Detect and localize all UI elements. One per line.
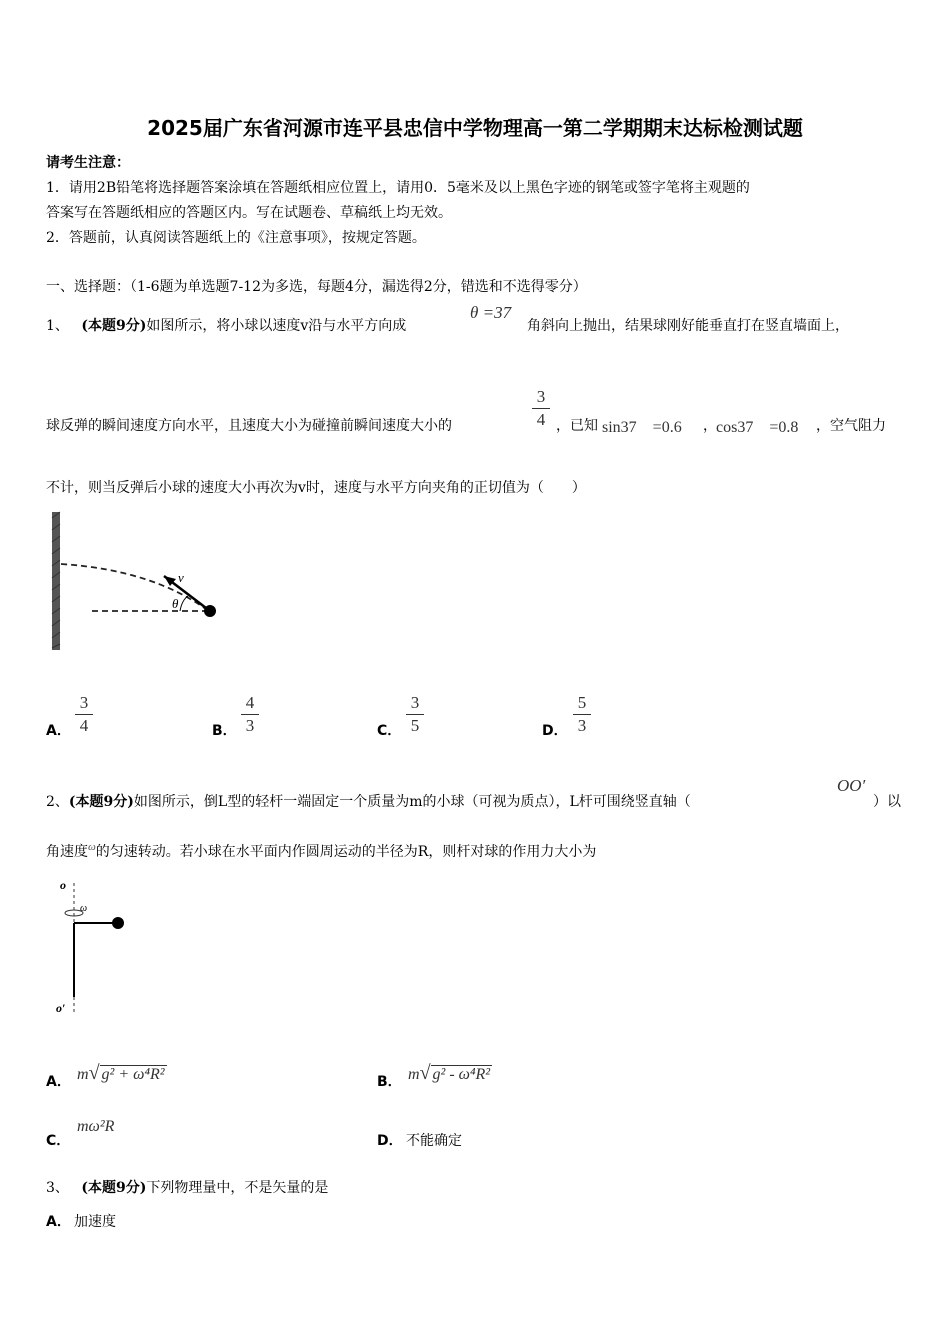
- q2-figure: [52, 875, 142, 1020]
- q2-option-a-label[interactable]: A．: [46, 1074, 71, 1090]
- q2-option-b-label[interactable]: B．: [377, 1074, 402, 1090]
- q1-option-c-den: 5: [410, 716, 420, 735]
- q1-line1: [46, 315, 406, 335]
- q2-option-a-expr[interactable]: m√ g² + ω⁴R²: [77, 1062, 165, 1084]
- q2-number: 2、: [46, 794, 69, 810]
- fig-omega-label: ω: [80, 903, 88, 914]
- page-title: 2025届广东省河源市连平县忠信中学物理高一第二学期期末达标检测试题: [147, 116, 803, 140]
- q2-option-b-mass: m: [408, 1066, 420, 1083]
- q1-option-a-num: 3: [79, 693, 89, 712]
- q1-option-a-label[interactable]: A．: [46, 723, 71, 739]
- q2-option-c-expr[interactable]: mω²R: [77, 1118, 115, 1135]
- q1-text-f: 不计，则当反弹后小球的速度大小再次为v时，速度与水平方向夹角的正切值为（ ）: [46, 480, 586, 496]
- q2-option-d-label[interactable]: D．: [377, 1133, 403, 1149]
- q2-axis-label: OO′: [837, 776, 866, 795]
- q3-option-a-text[interactable]: 加速度: [74, 1214, 116, 1230]
- ball: [112, 917, 124, 929]
- fig-v-label: v: [178, 570, 184, 585]
- q2-line2: [46, 841, 596, 861]
- q1-option-b-den: 3: [245, 716, 255, 735]
- q1-ratio-num: 3: [536, 387, 546, 406]
- q1-option-b-num: 4: [245, 693, 255, 712]
- q1-theta-equation: θ =37: [470, 303, 512, 322]
- q1-text-e: ，空气阻力: [816, 418, 886, 434]
- q2-option-a-radicand: g² + ω⁴R²: [101, 1066, 165, 1083]
- q2-points: (本题9分): [68, 794, 134, 810]
- notice-line2: 2．答题前，认真阅读答题纸上的《注意事项》，按规定答题。: [46, 230, 426, 246]
- q1-option-a-fraction[interactable]: [73, 692, 95, 737]
- q1-option-d-label[interactable]: D．: [542, 723, 568, 739]
- q2-text-d: 的匀速转动。若小球在水平面内作圆周运动的半径为R，则杆对球的作用力大小为: [95, 844, 597, 860]
- q3-text: 下列物理量中，不是矢量的是: [146, 1180, 329, 1196]
- q2-line1: [46, 791, 691, 811]
- q2-text-c: 角速度: [46, 844, 88, 860]
- q1-option-d-den: 3: [577, 716, 587, 735]
- notice-heading: 请考生注意：: [46, 155, 130, 171]
- q3-points: (本题9分): [81, 1180, 147, 1196]
- q3-option-a-label[interactable]: A．: [46, 1214, 71, 1230]
- q2-text-b: ）以: [873, 794, 901, 810]
- fig-o-label: o: [60, 878, 66, 892]
- section-heading: 一、选择题：（1-6题为单选题7-12为多选，每题4分，漏选得2分，错选和不选得零分）: [46, 279, 587, 295]
- fig-theta-label: θ: [172, 596, 179, 611]
- q1-option-d-num: 5: [577, 693, 587, 712]
- q1-option-c-fraction[interactable]: [404, 692, 426, 737]
- notice-line1: 1．请用2B铅笔将选择题答案涂填在答题纸相应位置上，请用0．5毫米及以上黑色字迹的钢笔或签字笔将主观题的: [46, 180, 750, 196]
- fig-o-prime-label: o′: [56, 1001, 66, 1015]
- q1-option-b-fraction[interactable]: [239, 692, 261, 737]
- q3-number: 3、: [46, 1180, 69, 1196]
- q2-option-c-label[interactable]: C．: [46, 1133, 71, 1149]
- q2-option-a-mass: m: [77, 1066, 89, 1083]
- q2-option-b-expr[interactable]: m√ g² - ω⁴R²: [408, 1062, 491, 1084]
- notice-line1b: 答案写在答题纸相应的答题区内。写在试题卷、草稿纸上均无效。: [46, 205, 452, 221]
- q1-option-c-num: 3: [410, 693, 420, 712]
- wall: [52, 512, 60, 650]
- q2-text-a: 如图所示，倒L型的轻杆一端固定一个质量为m的小球（可视为质点），L杆可围绕竖直轴（: [133, 794, 691, 810]
- q2-option-d-text[interactable]: 不能确定: [406, 1133, 462, 1149]
- q1-figure: [44, 508, 234, 654]
- q1-option-c-label[interactable]: C．: [377, 723, 402, 739]
- q1-text-c: 球反弹的瞬间速度方向水平，且速度大小为碰撞前瞬间速度大小的: [46, 418, 452, 434]
- q3-line1: [46, 1177, 328, 1197]
- angle-arc: [180, 596, 188, 611]
- q1-comma: ，: [703, 418, 717, 434]
- q2-omega: ω: [88, 841, 96, 853]
- q1-text-b: 角斜向上抛出，结果球刚好能垂直打在竖直墙面上，: [527, 318, 849, 334]
- q1-ratio-fraction: [530, 386, 552, 431]
- q1-option-b-label[interactable]: B．: [212, 723, 237, 739]
- q1-cos-value: cos37 =0.8: [716, 419, 799, 436]
- q1-ratio-den: 4: [536, 410, 546, 429]
- ball: [204, 605, 216, 617]
- q1-text-a: 如图所示，将小球以速度v沿与水平方向成: [146, 318, 407, 334]
- q2-option-b-radicand: g² - ω⁴R²: [432, 1066, 491, 1083]
- q1-number: 1、: [46, 318, 69, 334]
- q1-option-d-fraction[interactable]: [571, 692, 593, 737]
- q1-sin-value: sin37 =0.6: [602, 419, 682, 436]
- q1-text-d: ，已知: [556, 418, 598, 434]
- trajectory-curve: [61, 564, 210, 612]
- q1-points: (本题9分): [81, 318, 147, 334]
- q1-option-a-den: 4: [79, 716, 89, 735]
